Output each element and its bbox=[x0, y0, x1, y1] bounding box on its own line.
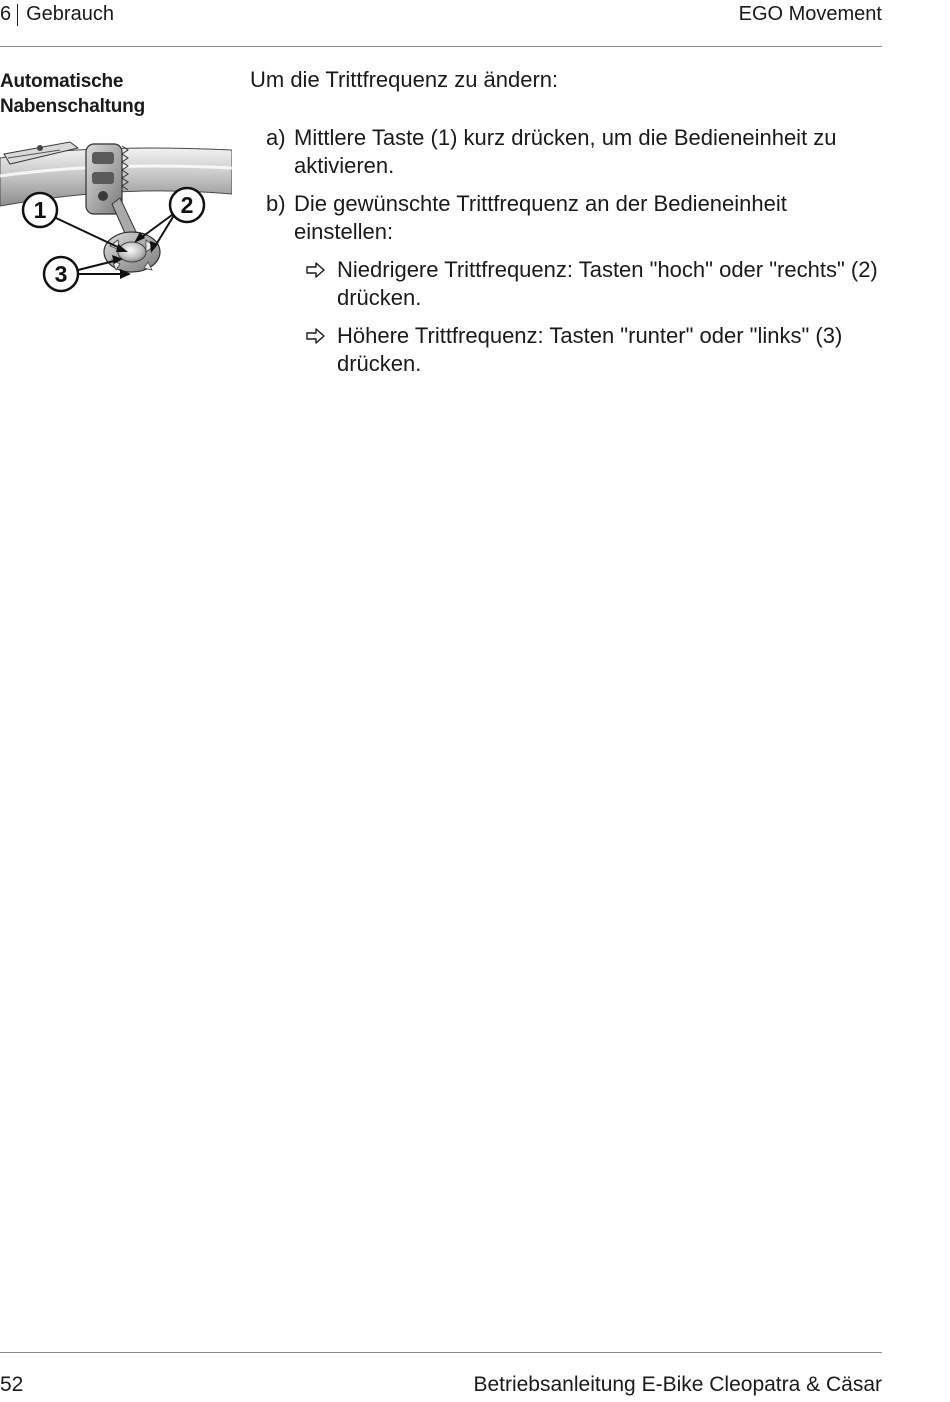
step-b-marker: b) bbox=[266, 191, 286, 216]
section-title bbox=[0, 69, 230, 119]
brand-name: EGO Movement bbox=[738, 3, 882, 25]
step-b-text: Die gewünschte Trittfrequenz an der Bedieneinheit einstellen: bbox=[294, 191, 787, 244]
document-title: Betriebsanleitung E-Bike Cleopatra & Cäsar bbox=[473, 1373, 882, 1396]
chapter-number: 6 bbox=[0, 3, 12, 25]
step-b bbox=[250, 190, 882, 378]
handlebar-control-illustration bbox=[0, 128, 232, 300]
page-number: 52 bbox=[0, 1373, 24, 1396]
instruction-content bbox=[250, 66, 882, 388]
section-title-line1: Automatische bbox=[0, 71, 124, 92]
callout-1-label: 1 bbox=[33, 197, 47, 223]
chapter-separator bbox=[17, 4, 18, 26]
page-header bbox=[0, 0, 882, 47]
handlebar-illustration-svg bbox=[0, 128, 232, 300]
page-footer bbox=[0, 1352, 882, 1402]
step-a-text: Mittlere Taste (1) kurz drücken, um die Bedieneinheit zu aktivieren. bbox=[294, 125, 837, 178]
callout-3-label: 3 bbox=[54, 261, 68, 287]
result-item bbox=[250, 322, 882, 378]
chapter-heading bbox=[0, 3, 114, 26]
step-a-marker: a) bbox=[266, 125, 286, 150]
result-text-higher-cadence: Höhere Trittfrequenz: Tasten "runter" oder "links" (3) drücken. bbox=[337, 323, 843, 376]
section-title-line2: Nabenschaltung bbox=[0, 96, 145, 117]
chapter-title: Gebrauch bbox=[26, 3, 114, 25]
result-item bbox=[250, 256, 882, 312]
result-arrow-icon bbox=[306, 262, 326, 278]
callout-2-label: 2 bbox=[180, 192, 194, 218]
intro-text: Um die Trittfrequenz zu ändern: bbox=[250, 67, 559, 92]
step-a bbox=[250, 124, 882, 180]
result-text-lower-cadence: Niedrigere Trittfrequenz: Tasten "hoch" oder "rechts" (2) drücken. bbox=[337, 257, 878, 310]
result-arrow-icon bbox=[306, 328, 326, 344]
